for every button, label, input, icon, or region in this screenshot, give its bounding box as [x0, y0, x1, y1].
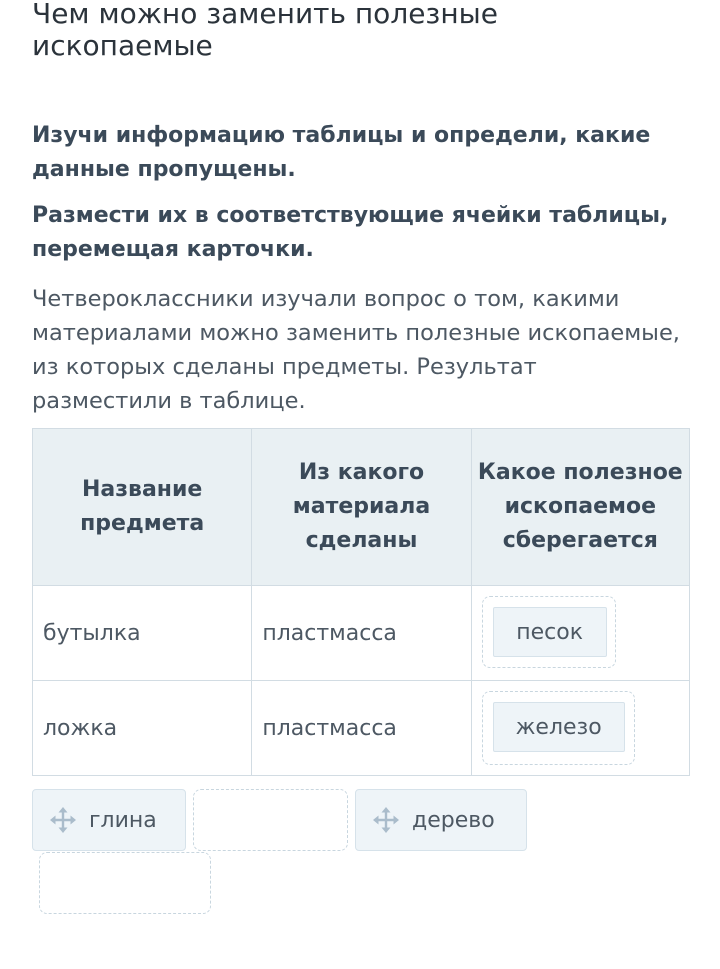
card-label: дерево [412, 807, 495, 833]
cell-item: бутылка [33, 586, 252, 681]
cell-material: пластмасса [252, 681, 471, 776]
instruction-place: Размести их в соответствующие ячейки таблицы, перемещая карточки. [32, 203, 669, 262]
move-icon [49, 806, 77, 834]
page-title: Чем можно заменить полезные ископаемые [32, 0, 498, 62]
card-clay[interactable] [32, 789, 186, 851]
header-mineral: Какое полезное ископаемое сберегается [471, 429, 689, 586]
task-description: Четвероклассники изучали вопрос о том, какими материалами можно заменить полезные ископаемые, из которых сделаны предметы. Результат разместили в таблице. [32, 286, 680, 414]
placed-card-sand[interactable] [493, 607, 607, 657]
empty-card-slot[interactable] [39, 852, 211, 914]
move-icon [372, 806, 400, 834]
cell-material: пластмасса [252, 586, 471, 681]
card-label: глина [89, 807, 157, 833]
drop-zone[interactable] [482, 596, 616, 668]
header-material: Из какого материала сделаны [252, 429, 471, 586]
materials-table [32, 428, 690, 776]
cell-mineral-dropzone[interactable] [471, 681, 689, 776]
cell-mineral-dropzone[interactable] [471, 586, 689, 681]
table-row [33, 681, 690, 776]
placed-card-iron[interactable] [493, 702, 625, 752]
header-item-name: Название предмета [33, 429, 252, 586]
table-header-row [33, 429, 690, 586]
table-row [33, 586, 690, 681]
instruction-identify: Изучи информацию таблицы и определи, какие данные пропущены. [32, 123, 651, 182]
drop-zone[interactable] [482, 691, 635, 765]
empty-card-slot[interactable] [193, 789, 348, 851]
card-label: железо [515, 714, 602, 740]
card-wood[interactable] [355, 789, 527, 851]
card-label: песок [516, 619, 584, 645]
cell-item: ложка [33, 681, 252, 776]
